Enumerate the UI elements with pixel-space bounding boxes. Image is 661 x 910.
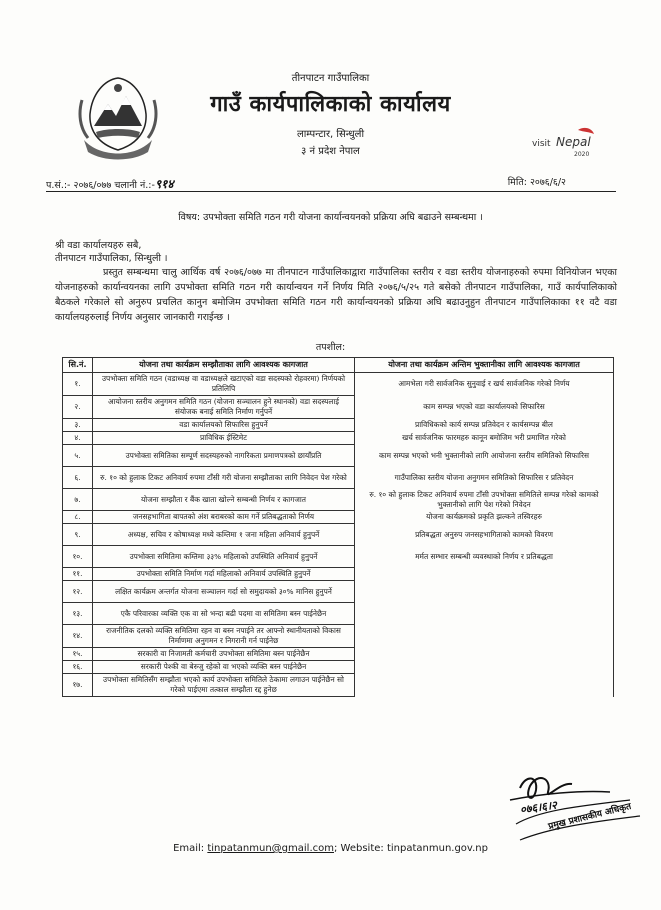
table-row <box>63 511 614 524</box>
reference-left <box>46 175 174 192</box>
row-payment-doc <box>355 568 614 581</box>
row-agreement-doc: योजना सम्झौता र बैंक खाता खोल्ने सम्बन्धी निर्णय र कागजात <box>93 489 355 511</box>
row-agreement-doc: प्राविधिक ईस्टिमेट <box>93 432 355 445</box>
table-row <box>63 603 614 625</box>
chalani-number: ९१४ <box>154 177 174 191</box>
row-serial: १२. <box>63 581 93 603</box>
svg-text:2020: 2020 <box>574 151 590 158</box>
officer-stamp: प्रमुख प्रशासकीय अधिकृत <box>547 801 633 833</box>
row-serial: २. <box>63 396 93 419</box>
handwritten-date: ०७६।६।२ <box>519 798 558 817</box>
row-serial: १७. <box>63 674 93 697</box>
row-agreement-doc: राजनीतिक दलको व्यक्ति समितिमा रहन वा बस्न नपाईने तर आफ्नो स्थानीयताको विकास निर्माणमा अनुगमन र निगरानी गर्न पाईनेछ <box>93 625 355 648</box>
table-row <box>63 568 614 581</box>
header-agreement-docs: योजना तथा कार्यक्रम सम्झौताका लागि आवश्यक कागजात <box>93 358 355 373</box>
row-agreement-doc: जनसहभागिता बापतको अंश बराबरको काम गर्ने प्रतिबद्धताको निर्णय <box>93 511 355 524</box>
row-payment-doc <box>355 674 614 697</box>
row-payment-doc <box>355 661 614 674</box>
chalani-label: चलानी नं.:- <box>114 180 155 191</box>
table-header-row <box>63 358 614 373</box>
header-payment-docs: योजना तथा कार्यक्रम अन्तिम भुक्तानीका लागि आवश्यक कागजात <box>355 358 614 373</box>
letter-date: मिति: २०७६/६/२ <box>507 177 566 188</box>
row-agreement-doc: एकै परिवारका व्यक्ति एक वा सो भन्दा बढी पदमा वा समितिमा बस्न पाईनेछैन <box>93 603 355 625</box>
letter-subject: विषय: उपभोक्ता समिति गठन गरी योजना कार्यान्वयनको प्रक्रिया अघि बढाउने सम्बन्धमा । <box>178 212 483 223</box>
table-row <box>63 419 614 432</box>
row-serial: ६. <box>63 467 93 489</box>
table-row <box>63 674 614 697</box>
row-serial: ५. <box>63 445 93 467</box>
letter-body: प्रस्तुत सम्बन्धमा चालु आर्थिक वर्ष २०७६/०७७ मा तीनपाटन गाउँपालिकाद्वारा गाउँपालिका स्तरीय र वडा स्तरीय योजनाहरुको रुपमा विनियोजन भएका योजनाहरुको कार्यान्वयनका लागि उपभोक्ता समिति गठन गरी कार्यान्वयन गर्ने निर्णय मिति २०७६/५/२५ गते बसेको तीनपाटन गाउँपालिका, गाउँ कार्यपालिकाको बैठकले गरेकाले सो अनुरुप प्रचलित कानुन बमोजिम उपभोक्ता समिति गठन गरी कार्यान्वयनको प्रक्रिया अघि बढाउनुहुन तीनपाटन गाउँपालिकाका ११ वटै वडा कार्यालयहरुलाई निर्णय अनुसार जानकारी गराईन्छ । <box>55 267 617 323</box>
row-payment-doc: रु. १० को हुलाक टिकट अनिवार्य रुपमा टाँसी उपभोक्ता समितिले सम्पन्न गरेको कामको भुक्तानीको लागि पेश गरेको निवेदन <box>355 489 614 511</box>
table-row <box>63 625 614 648</box>
row-serial: ११. <box>63 568 93 581</box>
row-serial: १०. <box>63 546 93 568</box>
svg-text:visit: visit <box>532 139 551 149</box>
row-payment-doc <box>355 625 614 648</box>
header-serial: सि.नं. <box>63 358 93 373</box>
row-serial: ४. <box>63 432 93 445</box>
table-row <box>63 546 614 568</box>
row-agreement-doc: सरकारी पेश्की वा बेरुजु रहेको वा भएको व्यक्ति बस्न पाईनेछैन <box>93 661 355 674</box>
table-row <box>63 467 614 489</box>
row-serial: ३. <box>63 419 93 432</box>
table-row <box>63 445 614 467</box>
salutation-recipient: श्री वडा कार्यालयहरु सबै, <box>55 240 142 251</box>
row-payment-doc: काम सम्पन्न भएको भनी भुक्तानीको लागि आयोजना स्तरीय समितिको सिफारिस <box>355 445 614 467</box>
row-serial: ९. <box>63 524 93 546</box>
annex-label: तपशील: <box>315 342 346 353</box>
row-agreement-doc: उपभोक्ता समितिसँग सम्झौता भएको कार्य उपभोक्ता समितिले ठेकामा लगाउन पाईनेछैन सो गरेको पाईएमा तत्काल सम्झौता रद्द हुनेछ <box>93 674 355 697</box>
table-row <box>63 432 614 445</box>
requirements-table <box>62 357 614 697</box>
row-payment-doc: मर्मत सम्भार सम्बन्धी व्यवस्थाको निर्णय र प्रतिबद्धता <box>355 546 614 568</box>
reference-row <box>46 173 616 192</box>
svg-text:Nepal: Nepal <box>556 135 591 149</box>
salutation-address: तीनपाटन गाउँपालिका, सिन्धुली । <box>55 253 168 264</box>
row-serial: १३. <box>63 603 93 625</box>
row-payment-doc: प्रतिबद्धता अनुरुप जनसहभागिताको कामको विवरण <box>355 524 614 546</box>
row-payment-doc <box>355 603 614 625</box>
website-label: ; Website: <box>334 843 387 854</box>
row-agreement-doc: वडा कार्यालयको सिफारिस हुनुपर्ने <box>93 419 355 432</box>
row-agreement-doc: उपभोक्ता समिति निर्माण गर्दा महिलाको अनिवार्य उपस्थिति हुनुपर्ने <box>93 568 355 581</box>
row-agreement-doc: रु. १० को हुलाक टिकट अनिवार्य रुपमा टाँसी गरी योजना सम्झौताका लागि निवेदन पेश गरेको <box>93 467 355 489</box>
table-row <box>63 661 614 674</box>
office-title: गाउँ कार्यपालिकाको कार्यालय <box>210 92 451 117</box>
visit-nepal-logo <box>528 124 606 160</box>
row-agreement-doc: उपभोक्ता समिति गठन (वडाध्यक्ष वा वडाध्यक्षले खटाएको वडा सदस्यको रोहवरमा) निर्णयको प्रतिलिपि <box>93 373 355 396</box>
website-link[interactable]: tinpatanmun.gov.np <box>386 843 488 854</box>
table-row <box>63 648 614 661</box>
row-serial: ७. <box>63 489 93 511</box>
email-label: Email: <box>173 843 208 854</box>
footer-contact <box>0 843 661 854</box>
ps-number: प.सं.:- २०७६/०७७ <box>46 180 112 191</box>
row-payment-doc: खर्च सार्वजनिक फारमहरु कानून बमोजिम भरी प्रमाणित गरेको <box>355 432 614 445</box>
row-agreement-doc: लक्षित कार्यक्रम अन्तर्गत योजना सञ्चालन गर्दा सो समुदायको ३०% मानिस हुनुपर्ने <box>93 581 355 603</box>
table-row <box>63 581 614 603</box>
table-row <box>63 524 614 546</box>
email-link[interactable]: tinpatanmun@gmail.com <box>207 843 334 854</box>
row-agreement-doc: सरकारी वा निजामती कर्मचारी उपभोक्ता समितिमा बस्न पाईनेछैन <box>93 648 355 661</box>
row-payment-doc <box>355 648 614 661</box>
municipality-name: तीनपाटन गाउँपालिका <box>291 73 370 84</box>
office-address: लाम्पन्टार, सिन्धुली <box>296 129 365 140</box>
table-row <box>63 489 614 511</box>
table-row <box>63 396 614 419</box>
province-line: ३ नं प्रदेश नेपाल <box>301 146 360 157</box>
row-agreement-doc: अध्यक्ष, सचिव र कोषाध्यक्ष मध्ये कम्तिमा १ जना महिला अनिवार्य हुनुपर्ने <box>93 524 355 546</box>
row-agreement-doc: उपभोक्ता समितिका सम्पूर्ण सदस्यहरुको नागरिकता प्रमाणपत्रको छायाँप्रति <box>93 445 355 467</box>
row-payment-doc: प्राविधिकको कार्य सम्पन्न प्रतिवेदन र कार्यसम्पन्न बील <box>355 419 614 432</box>
row-payment-doc: गाउँपालिका स्तरीय योजना अनुगमन समितिको सिफारिस र प्रतिवेदन <box>355 467 614 489</box>
row-payment-doc <box>355 581 614 603</box>
row-payment-doc: काम सम्पन्न भएको वडा कार्यालयको सिफारिस <box>355 396 614 419</box>
row-serial: १४. <box>63 625 93 648</box>
row-agreement-doc: आयोजना स्तरीय अनुगमन समिति गठन (योजना सञ्चालन हुने स्थानको) वडा सदस्यलाई संयोजक बनाई समिति निर्माण गर्नुपर्ने <box>93 396 355 419</box>
row-serial: १६. <box>63 661 93 674</box>
row-agreement-doc: उपभोक्ता समितिमा कम्तिमा ३३% महिलाको उपस्थिति अनिवार्य हुनुपर्ने <box>93 546 355 568</box>
row-serial: ८. <box>63 511 93 524</box>
row-payment-doc: योजना कार्यक्रमको प्रकृति झल्कने तस्विरहरु <box>355 511 614 524</box>
table-row <box>63 373 614 396</box>
row-serial: १५. <box>63 648 93 661</box>
row-serial: १. <box>63 373 93 396</box>
row-payment-doc: आमभेला गरी सार्वजनिक सुनुवाई र खर्च सार्वजनिक गरेको निर्णय <box>355 373 614 396</box>
